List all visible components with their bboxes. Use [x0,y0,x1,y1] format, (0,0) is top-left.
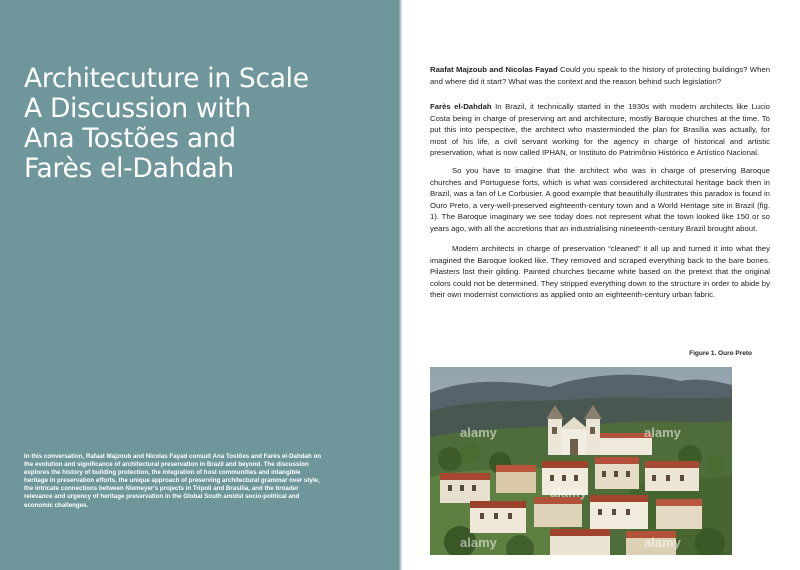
abstract-text: In this conversation, Rafaat Majzoub and Nicolas Fayad consult Ana Tostões and Farès el-Dahdah on the evolution and significance of architectural preservation in Brazil and beyond. The discussion explores the history of building protection, the integration of host communities and intangible heritage in preservation efforts, the unique approach of preserving architectural grammar over style, the intricate connections between Niemeyer's projects in Tripoli and Brasília, and the broader relevance and urgency of heritage preservation in the Global South amidst socio-political and economic challenges. [24,453,322,509]
watermark-text: alamy [460,535,497,550]
answer-paragraph: So you have to imagine that the architect who was in charge of preserving Baroque churches and Portuguese forts, which is what was considered architectural heritage back then in Brazil, was a fan of Le Corbusier. A good example that beautifully illustrates this paradox is found in Ouro Preto, a very-well-preserved eighteenth-century town and a World Heritage site in Brazil (fig. 1). The Baroque imaginary we see today does not represent what the town looked like 150 or so years ago, with all the accretions that an industrialising nineteenth-century Brazil brought about. [430,166,770,233]
title-line: Ana Tostões and [24,123,236,154]
answer-paragraph [430,101,770,159]
title-line: Architecuture in Scale [24,63,309,94]
page-title [24,64,374,184]
ouro-preto-photo [430,367,732,555]
question-text: Could you speak to the history of protecting buildings? When and where did it start? What was the context and the reason behind such legislation? [430,65,770,86]
watermark-text: alamy [550,485,587,500]
watermark-text: alamy [460,425,497,440]
ouro-preto-illustration [430,367,732,555]
watermark-text: alamy [644,425,681,440]
figure-caption: Figure 1. Ouro Preto [689,350,752,357]
answer-speaker: Farès el-Dahdah [430,102,492,111]
answer-paragraph: Modern architects in charge of preservation “cleaned” it all up and turned it into what they imagined the Baroque looked like. They removed and scraped everything back to the bare bones. Pilasters lost their gilding. Painted churches became white based on the pretext that the original colors could not be determined. They stripped everything down to the structure in order to abide by their own modernist convictions as applied onto an eighteenth-century urban fabric. [430,244,770,299]
watermark-text: alamy [644,535,681,550]
question-speaker: Raafat Majzoub and Nicolas Fayad [430,65,558,74]
interview-question [430,64,770,87]
title-line: A Discussion with [24,93,252,124]
title-line: Farès el-Dahdah [24,153,234,184]
answer-text: In Brazil, it technically started in the 1930s with modern architects like Lucio Costa being in charge of preserving art and architecture, mostly Baroque churches at the time. To put this into perspective, the architect who masterminded the plan for Brasília was actually, for most of his life, a civil servant working for the agency in charge of historical and artistic preservation, what is now called IPHAN, or Instituto do Patrimônio Histórico e Artístico Nacional. [430,102,770,157]
right-page [402,0,800,570]
